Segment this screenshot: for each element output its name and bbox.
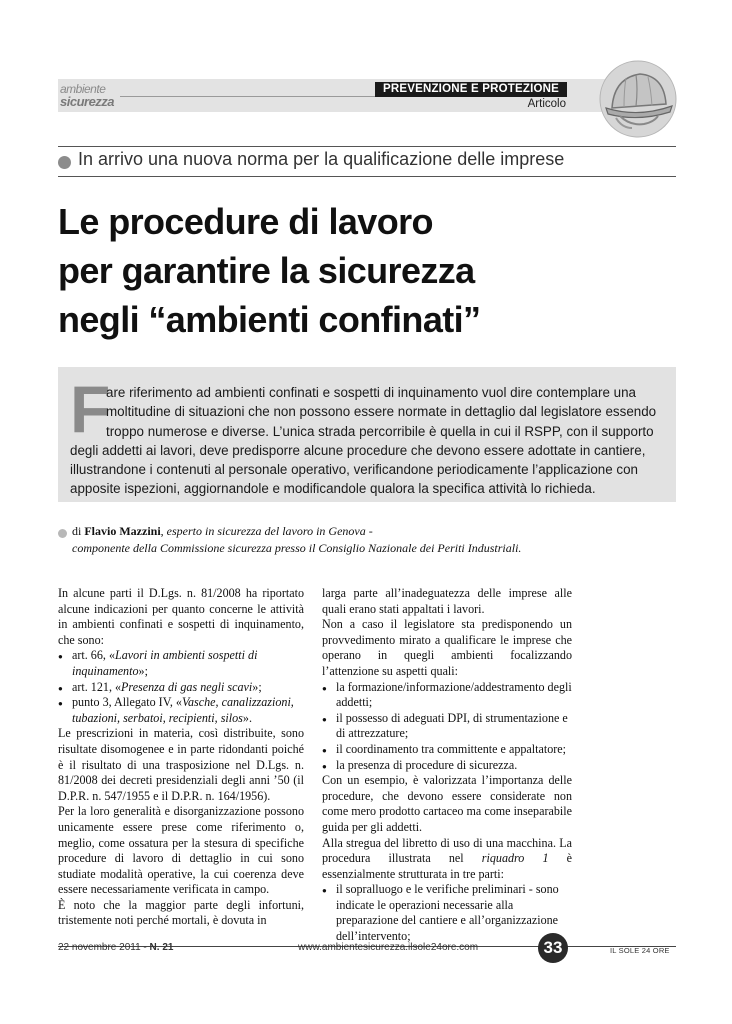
page-number: 33 (538, 933, 568, 963)
lead-line: moltitudine di situazioni che non possono essere normate in dettaglio dal legislatore essendo (106, 404, 657, 420)
list-item-text: art. 121, « (72, 679, 122, 694)
body-paragraph: Con un esempio, è valorizzata l’importanza delle procedure, che devono essere considerate non come mero prodotto cartaceo ma come inseparabile guida per gli addetti. (322, 773, 572, 834)
list-item: ● il coordinamento tra committente e appaltatore; (322, 742, 572, 758)
kicker-text: In arrivo una nuova norma per la qualificazione delle imprese (78, 149, 565, 169)
section-label: PREVENZIONE E PROTEZIONE (375, 82, 567, 97)
list-item (58, 648, 304, 679)
byline-prefix: di (72, 524, 82, 538)
safety-helmet-icon (596, 58, 680, 140)
byline: di Flavio Mazzini, esperto in sicurezza del lavoro in Genova - componente della Commissione sicurezza presso il Consiglio Nazionale dei Periti Industriali. (72, 524, 522, 555)
title-line: Le procedure di lavoro (58, 201, 433, 242)
lead-paragraph (70, 383, 662, 499)
list-item (58, 695, 304, 726)
list-item: ● la formazione/informazione/addestramento degli addetti; (322, 680, 572, 711)
list-item: ● il possesso di adeguati DPI, di strumentazione e di attrezzature; (322, 711, 572, 742)
lead-line: degli addetti ai lavori, deve predisporre alcune procedure che devono essere adottate in cantiere, (70, 442, 646, 458)
author-role: esperto in sicurezza del lavoro in Genova - (166, 524, 373, 538)
body-paragraph: Le prescrizioni in materia, così distribuite, sono risultate disomogenee e in parte ridondanti poiché è il risultato di una trasposizione nel D.Lgs. n. 81/2008 dei decreti presidenziali degli anni ’50 (il D.P.R. n. 547/1955 e il D.P.R. n. 164/1956). (58, 726, 304, 803)
author-role-2: componente della Commissione sicurezza presso il Consiglio Nazionale dei Periti Industriali. (72, 541, 522, 555)
publisher-brand: IL SOLE 24 ORE (610, 946, 670, 955)
header-rule (120, 96, 375, 97)
box-reference: riquadro 1 (481, 851, 549, 866)
list-item-text: ». (242, 710, 252, 725)
body-paragraph: Non a caso il legislatore sta predisponendo un provvedimento mirato a qualificare le imprese che operano in quegli ambienti focalizzando l’attenzione su aspetti quali: (322, 617, 572, 678)
list-item-emphasis: Lavori in ambienti sospetti di inquinamento (72, 648, 258, 678)
paragraph-text: Alla stregua del libretto di uso di una macchina. La procedura illustrata nel (322, 835, 572, 866)
list-item-text: punto 3, Allegato IV, « (72, 695, 182, 710)
byline-bullet (58, 529, 67, 538)
title-line: negli “ambienti confinati” (58, 299, 481, 340)
list-item: ● il sopralluogo e le verifiche preliminari - sono indicate le operazioni necessarie alla preparazione del cantiere e all’organizzazione dell’intervento; (322, 882, 572, 944)
list-item-text: »; (138, 663, 148, 678)
lead-line: are riferimento ad ambienti confinati e sospetti di inquinamento vuol dire contemplare una (106, 385, 636, 400)
body-column-right (322, 586, 572, 945)
bullet-list (322, 680, 572, 774)
magazine-logo (58, 82, 120, 112)
issue-number: N. 21 (149, 942, 174, 953)
kicker-bottom-rule (58, 176, 676, 177)
list-item: ● la presenza di procedure di sicurezza. (322, 758, 572, 774)
bullet-list (322, 882, 572, 944)
body-paragraph: È noto che la maggior parte degli infortuni, tristemente noti perché mortali, è dovuta in (58, 897, 304, 928)
lead-line: apposite ispezioni, aggiornandole e modificandole qualora la specifica attività lo richieda. (70, 481, 596, 497)
logo-line1: ambiente (60, 82, 106, 96)
title-line: per garantire la sicurezza (58, 250, 475, 291)
kicker-top-rule (58, 146, 676, 147)
list-item-text: »; (252, 679, 262, 694)
list-item-emphasis: Vasche, canalizzazioni, tubazioni, serbatoi, recipienti, silos (72, 695, 294, 725)
footer-url: www.ambientesicurezza.ilsole24ore.com (298, 942, 479, 953)
kicker-bullet (58, 156, 71, 169)
list-item-emphasis: Presenza di gas negli scavi (121, 679, 253, 694)
issue-date (58, 942, 173, 953)
article-type-label: Articolo (527, 98, 566, 110)
logo-line2: sicurezza (60, 94, 115, 109)
bullet-list (58, 648, 304, 726)
body-paragraph: Per la loro generalità e disorganizzazione possono unicamente essere prese come riferimento o, meglio, come ossatura per la stesura di specifiche procedure di lavoro di dettaglio in cui sono studiate modalità operative, la cui coerenza deve essere necessariamente verificata in campo. (58, 804, 304, 897)
body-paragraph: larga parte all’inadeguatezza delle imprese alle quali erano stati appaltati i lavori. (322, 586, 572, 616)
article-title (58, 197, 678, 344)
lead-line: illustrandone i contenuti al personale operativo, verificandone periodicamente l’applicazione con (70, 462, 638, 478)
drop-cap: F (70, 372, 111, 446)
body-paragraph: In alcune parti il D.Lgs. n. 81/2008 ha riportato alcune indicazioni per quanto concerne le attività in ambienti confinati e sospetti di inquinamento, che sono: (58, 586, 304, 647)
author-name: Flavio Mazzini (84, 524, 161, 538)
list-item (58, 680, 304, 696)
lead-line: troppo numerose e diverse. L’unica strada percorribile è quella in cui il RSPP, con il supporto (106, 423, 654, 439)
body-paragraph (322, 836, 572, 883)
paragraph-text: è essenzialmente strutturata in tre parti: (322, 851, 572, 881)
body-column-left (58, 586, 304, 929)
list-item-text: art. 66, « (72, 648, 115, 663)
footer-date: 22 novembre 2011 - (58, 942, 150, 953)
